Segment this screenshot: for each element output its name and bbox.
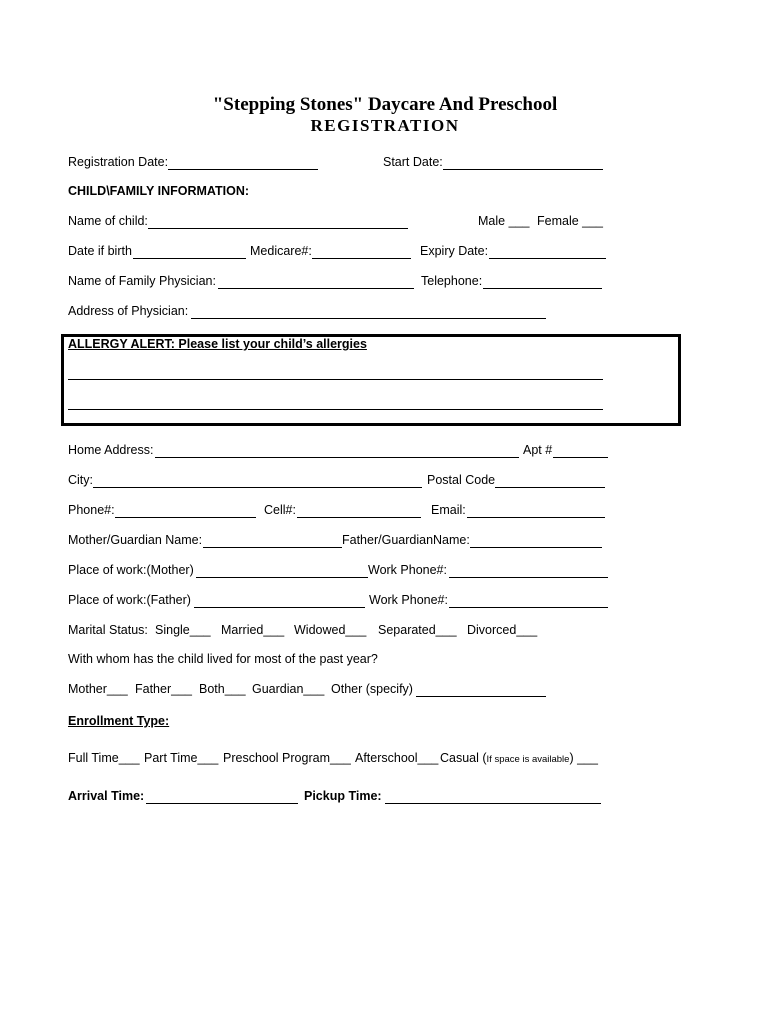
- row-lived-options: [0, 682, 770, 700]
- cell-field[interactable]: [297, 517, 421, 518]
- email-label: Email:: [431, 503, 466, 517]
- city-field[interactable]: [93, 487, 422, 488]
- home-address-label: Home Address:: [68, 443, 154, 457]
- mother-work-field[interactable]: [196, 577, 368, 578]
- arrival-label: Arrival Time:: [68, 789, 145, 803]
- dob-label: Date if birth: [68, 244, 132, 258]
- enrollment-option-part-time[interactable]: Part Time___: [144, 751, 219, 765]
- physician-address-field[interactable]: [191, 318, 546, 319]
- phone-field[interactable]: [115, 517, 256, 518]
- marital-option-separated[interactable]: Separated___: [378, 623, 457, 637]
- father-name-label: Father/GuardianName:: [342, 533, 470, 547]
- pickup-label: Pickup Time:: [304, 789, 382, 803]
- allergy-line-1[interactable]: [68, 379, 603, 380]
- row-physician: [0, 274, 770, 292]
- mother-work-label: Place of work:(Mother): [68, 563, 194, 577]
- row-city: [0, 473, 770, 491]
- father-name-field[interactable]: [470, 547, 602, 548]
- phone-label: Phone#:: [68, 503, 115, 517]
- row-dates: [0, 155, 770, 173]
- enrollment-option-preschool[interactable]: Preschool Program___: [223, 751, 351, 765]
- apt-field[interactable]: [553, 457, 608, 458]
- expiry-label: Expiry Date:: [420, 244, 489, 258]
- arrival-field[interactable]: [146, 803, 298, 804]
- cell-label: Cell#:: [264, 503, 296, 517]
- lived-option-mother[interactable]: Mother___: [68, 682, 128, 696]
- row-dob: [0, 244, 770, 262]
- child-name-field[interactable]: [148, 228, 408, 229]
- expiry-field[interactable]: [489, 258, 606, 259]
- allergy-line-2[interactable]: [68, 409, 603, 410]
- telephone-label: Telephone:: [421, 274, 483, 288]
- start-date-field[interactable]: [443, 169, 603, 170]
- marital-option-divorced[interactable]: Divorced___: [467, 623, 538, 637]
- row-home-address: [0, 443, 770, 461]
- casual-end: ) ___: [569, 751, 598, 765]
- enrollment-option-casual[interactable]: [440, 751, 598, 765]
- medicare-label: Medicare#:: [250, 244, 312, 258]
- row-marital: [0, 623, 770, 641]
- physician-address-label: Address of Physician:: [68, 304, 189, 318]
- marital-option-single[interactable]: Single___: [155, 623, 211, 637]
- registration-date-label: Registration Date:: [68, 155, 169, 169]
- physician-field[interactable]: [218, 288, 414, 289]
- marital-label: Marital Status:: [68, 623, 148, 637]
- father-work-phone-label: Work Phone#:: [369, 593, 448, 607]
- form-subtitle: REGISTRATION: [310, 116, 460, 135]
- father-work-field[interactable]: [194, 607, 365, 608]
- male-option[interactable]: Male ___: [478, 214, 530, 228]
- city-label: City:: [68, 473, 93, 487]
- mother-name-label: Mother/Guardian Name:: [68, 533, 203, 547]
- enrollment-option-afterschool[interactable]: Afterschool___: [355, 751, 439, 765]
- mother-work-phone-field[interactable]: [449, 577, 608, 578]
- pickup-field[interactable]: [385, 803, 601, 804]
- allergy-label: ALLERGY ALERT: Please list your child’s allergies: [68, 337, 367, 351]
- row-enrollment-heading: [0, 714, 770, 732]
- marital-option-widowed[interactable]: Widowed___: [294, 623, 367, 637]
- row-enrollment-options: [0, 751, 770, 769]
- row-mother-work: [0, 563, 770, 581]
- mother-work-phone-label: Work Phone#:: [368, 563, 447, 577]
- registration-date-field[interactable]: [168, 169, 318, 170]
- row-guardians: [0, 533, 770, 551]
- enrollment-heading: Enrollment Type:: [68, 714, 170, 728]
- medicare-field[interactable]: [312, 258, 411, 259]
- enrollment-option-full-time[interactable]: Full Time___: [68, 751, 140, 765]
- physician-label: Name of Family Physician:: [68, 274, 216, 288]
- lived-other-field[interactable]: [416, 696, 546, 697]
- postal-label: Postal Code: [427, 473, 496, 487]
- female-option[interactable]: Female ___: [537, 214, 604, 228]
- postal-field[interactable]: [495, 487, 605, 488]
- lived-option-guardian[interactable]: Guardian___: [252, 682, 325, 696]
- apt-label: Apt #: [523, 443, 553, 457]
- row-lived-question: [0, 652, 770, 670]
- row-physician-address: [0, 304, 770, 322]
- home-address-field[interactable]: [155, 457, 519, 458]
- row-contact: [0, 503, 770, 521]
- casual-label: Casual (: [440, 751, 487, 765]
- start-date-label: Start Date:: [383, 155, 443, 169]
- email-field[interactable]: [467, 517, 605, 518]
- lived-option-both[interactable]: Both___: [199, 682, 246, 696]
- row-allergy-label: [0, 337, 770, 355]
- casual-note: If space is available: [486, 754, 570, 765]
- row-father-work: [0, 593, 770, 611]
- mother-name-field[interactable]: [203, 547, 342, 548]
- dob-field[interactable]: [133, 258, 246, 259]
- telephone-field[interactable]: [483, 288, 602, 289]
- row-times: [0, 789, 770, 807]
- marital-option-married[interactable]: Married___: [221, 623, 285, 637]
- row-child-name: [0, 214, 770, 232]
- form-title: "Stepping Stones" Daycare And Preschool: [212, 94, 558, 115]
- section-child-heading: CHILD\FAMILY INFORMATION:: [68, 184, 250, 198]
- lived-question: With whom has the child lived for most of the past year?: [68, 652, 378, 666]
- lived-option-father[interactable]: Father___: [135, 682, 192, 696]
- lived-option-other[interactable]: Other (specify): [331, 682, 413, 696]
- child-name-label: Name of child:: [68, 214, 148, 228]
- row-section-child: [0, 184, 770, 202]
- father-work-label: Place of work:(Father): [68, 593, 191, 607]
- father-work-phone-field[interactable]: [449, 607, 608, 608]
